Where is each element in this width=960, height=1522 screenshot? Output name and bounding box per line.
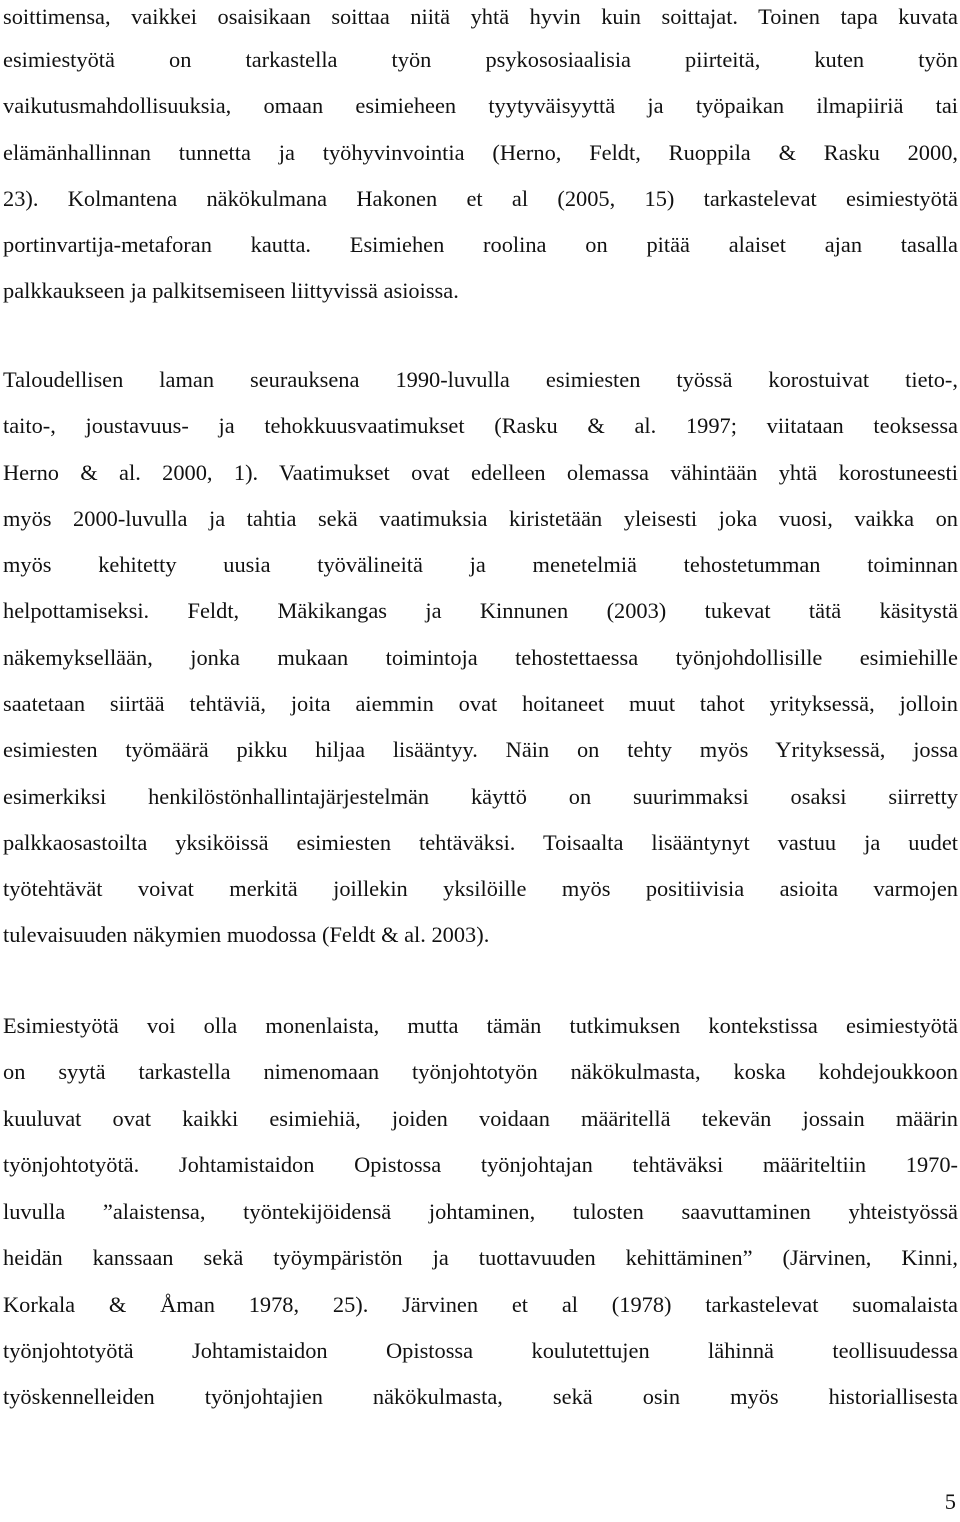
text-line: myös 2000-luvulla ja tahtia sekä vaatimuksia kiristetään yleisesti joka vuosi, vaikka on (3, 506, 958, 531)
text-line: kuuluvat ovat kaikki esimiehiä, joiden voidaan määritellä tekevän jossain määrin (3, 1106, 958, 1131)
text-line: Esimiestyötä voi olla monenlaista, mutta tämän tutkimuksen kontekstissa esimiestyötä (3, 1013, 958, 1038)
text-line: palkkaosastoilta yksiköissä esimiesten tehtäväksi. Toisaalta lisääntynyt vastuu ja uudet (3, 830, 958, 855)
text-line: esimiestyötä on tarkastella työn psykososiaalisia piirteitä, kuten työn (3, 47, 958, 72)
text-line: Taloudellisen laman seurauksena 1990-luvulla esimiesten työssä korostuivat tieto-, (3, 367, 958, 392)
text-line: 23). Kolmantena näkökulmana Hakonen et al (2005, 15) tarkastelevat esimiestyötä (3, 186, 958, 211)
text-line: työnjohtotyötä. Johtamistaidon Opistossa työnjohtajan tehtäväksi määriteltiin 1970- (3, 1152, 958, 1177)
text-line: helpottamiseksi. Feldt, Mäkikangas ja Kinnunen (2003) tukevat tätä käsitystä (3, 598, 958, 623)
text-line: heidän kanssaan sekä työympäristön ja tuottavuuden kehittäminen” (Järvinen, Kinni, (3, 1245, 958, 1270)
text-line: esimerkiksi henkilöstönhallintajärjestelmän käyttö on suurimmaksi osaksi siirretty (3, 784, 958, 809)
text-line: saatetaan siirtää tehtäviä, joita aiemmin ovat hoitaneet muut tahot yrityksessä, jolloin (3, 691, 958, 716)
page-number: 5 (944, 1489, 956, 1514)
text-line: työnjohtotyötä Johtamistaidon Opistossa koulutettujen lähinnä teollisuudessa (3, 1338, 958, 1363)
text-line: portinvartija-metaforan kautta. Esimiehen roolina on pitää alaiset ajan tasalla (3, 232, 958, 257)
text-line: työtehtävät voivat merkitä joillekin yksilöille myös positiivisia asioita varmojen (3, 876, 958, 901)
text-line: taito-, joustavuus- ja tehokkuusvaatimukset (Rasku & al. 1997; viitataan teoksessa (3, 413, 958, 438)
text-line: vaikutusmahdollisuuksia, omaan esimieheen tyytyväisyyttä ja työpaikan ilmapiiriä tai (3, 93, 958, 118)
text-line: palkkaukseen ja palkitsemiseen liittyvissä asioissa. (3, 278, 459, 303)
text-line: elämänhallinnan tunnetta ja työhyvinvointia (Herno, Feldt, Ruoppila & Rasku 2000, (3, 140, 958, 165)
text-line: työskennelleiden työnjohtajien näkökulmasta, sekä osin myös historiallisesta (3, 1384, 958, 1409)
text-line: on syytä tarkastella nimenomaan työnjohtotyön näkökulmasta, koska kohdejoukkoon (3, 1059, 958, 1084)
text-line: myös kehitetty uusia työvälineitä ja menetelmiä tehostetumman toiminnan (3, 552, 958, 577)
text-line: Korkala & Åman 1978, 25). Järvinen et al (1978) tarkastelevat suomalaista (3, 1292, 958, 1317)
text-line: näkemyksellään, jonka mukaan toimintoja tehostettaessa työnjohdollisille esimiehille (3, 645, 958, 670)
text-line: luvulla ”alaistensa, työntekijöidensä johtaminen, tulosten saavuttaminen yhteistyössä (3, 1199, 958, 1224)
text-line: Herno & al. 2000, 1). Vaatimukset ovat edelleen olemassa vähintään yhtä korostuneesti (3, 460, 958, 485)
text-line: esimiesten työmäärä pikku hiljaa lisääntyy. Näin on tehty myös Yrityksessä, jossa (3, 737, 958, 762)
text-line: soittimensa, vaikkei osaisikaan soittaa niitä yhtä hyvin kuin soittajat. Toinen tapa kuvata (3, 4, 958, 29)
text-line: tulevaisuuden näkymien muodossa (Feldt & al. 2003). (3, 922, 490, 947)
